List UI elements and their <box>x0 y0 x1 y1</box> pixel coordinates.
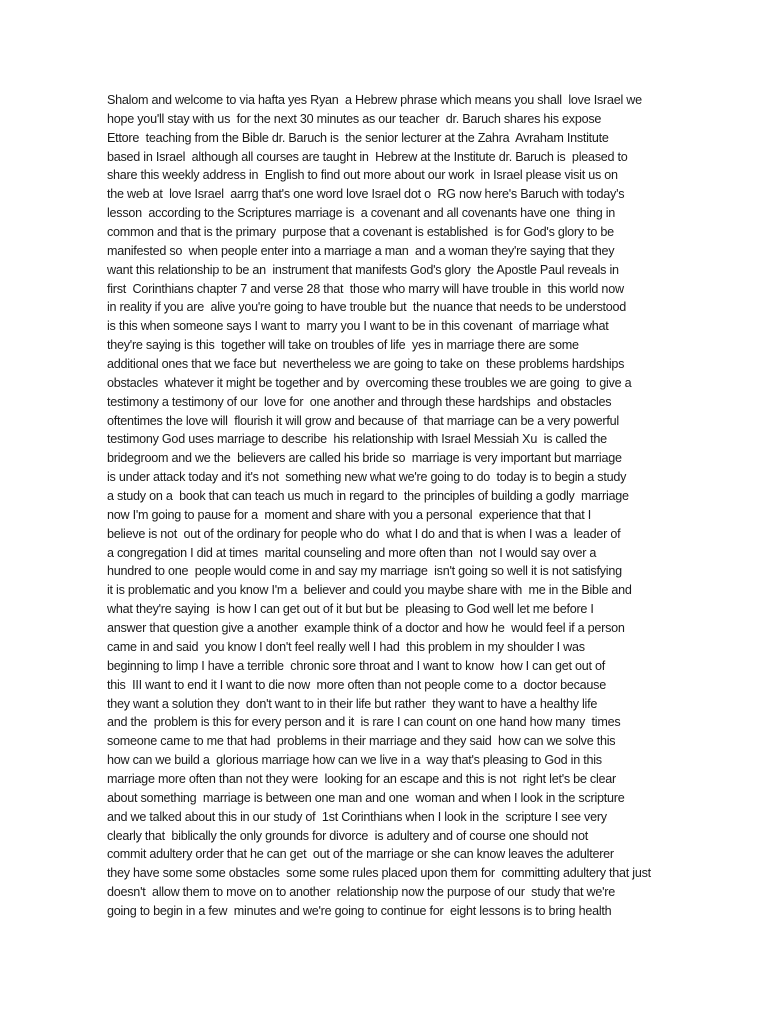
text-line: about something marriage is between one man and one woman and when I look in the scripture <box>107 790 625 805</box>
text-line: lesson according to the Scriptures marriage is a covenant and all covenants have one thing in <box>107 206 616 221</box>
text-line: someone came to me that had problems in their marriage and they said how can we solve this <box>107 734 616 749</box>
text-line: is this when someone says I want to marry you I want to be in this covenant of marriage what <box>107 319 609 334</box>
text-line: answer that question give a another example think of a doctor and how he would feel if a person <box>107 621 625 636</box>
text-line: is under attack today and it's not something new what we're going to do today is to begin a study <box>107 470 627 485</box>
text-line: the web at love Israel aarrg that's one word love Israel dot o RG now here's Baruch with today's <box>107 187 625 202</box>
text-line: Ettore teaching from the Bible dr. Baruch is the senior lecturer at the Zahra Avraham Institute <box>107 130 609 145</box>
text-line: commit adultery order that he can get out of the marriage or she can know leaves the adulterer <box>107 847 614 862</box>
text-line: manifested so when people enter into a marriage a man and a woman they're saying that they <box>107 243 615 258</box>
text-line: going to begin in a few minutes and we're going to continue for eight lessons is to bring health <box>107 903 612 918</box>
text-line: how can we build a glorious marriage how can we live in a way that's pleasing to God in this <box>107 753 602 768</box>
text-line: and the problem is this for every person and it is rare I can count on one hand how many times <box>107 715 621 730</box>
text-line: first Corinthians chapter 7 and verse 28 that those who marry will have trouble in this world now <box>107 281 624 296</box>
text-line: Shalom and welcome to via hafta yes Ryan a Hebrew phrase which means you shall love Israel we <box>107 93 642 107</box>
text-line: it is problematic and you know I'm a believer and could you maybe share with me in the Bible and <box>107 583 632 598</box>
text-line: in reality if you are alive you're going to have trouble but the nuance that needs to be understood <box>107 300 627 315</box>
text-line: want this relationship to be an instrument that manifests God's glory the Apostle Paul reveals in <box>107 262 619 277</box>
text-line: beginning to limp I have a terrible chronic sore throat and I want to know how I can get out of <box>107 658 605 673</box>
transcript-text <box>107 91 667 921</box>
text-line: hundred to one people would come in and say my marriage isn't going so well it is not satisfying <box>107 564 622 579</box>
text-line: what they're saying is how I can get out of it but but be pleasing to God well let me before I <box>107 602 594 617</box>
text-line: common and that is the primary purpose that a covenant is established is for God's glory to be <box>107 225 614 240</box>
text-line: believe is not out of the ordinary for people who do what I do and that is when I was a leader of <box>107 526 621 541</box>
text-line: came in and said you know I don't feel really well I had this problem in my shoulder I was <box>107 639 585 654</box>
text-line: clearly that biblically the only grounds for divorce is adultery and of course one should not <box>107 828 588 843</box>
text-line: doesn't allow them to move on to another relationship now the purpose of our study that we're <box>107 885 615 900</box>
text-line: this III want to end it I want to die now more often than not people come to a doctor because <box>107 677 606 692</box>
text-line: based in Israel although all courses are taught in Hebrew at the Institute dr. Baruch is pleased to <box>107 149 628 164</box>
text-line: oftentimes the love will flourish it will grow and because of that marriage can be a very powerful <box>107 413 619 428</box>
text-line: a congregation I did at times marital counseling and more often than not I would say over a <box>107 545 597 560</box>
text-line: they're saying is this together will take on troubles of life yes in marriage there are some <box>107 338 579 353</box>
text-line: bridegroom and we the believers are called his bride so marriage is very important but marriage <box>107 451 622 466</box>
text-line: testimony God uses marriage to describe his relationship with Israel Messiah Xu is called the <box>107 432 607 447</box>
text-line: and we talked about this in our study of 1st Corinthians when I look in the scripture I see very <box>107 809 607 824</box>
text-line: hope you'll stay with us for the next 30 minutes as our teacher dr. Baruch shares his expose <box>107 111 602 126</box>
text-line: they have some some obstacles some some rules placed upon them for committing adultery that just <box>107 866 651 881</box>
text-line: a study on a book that can teach us much in regard to the principles of building a godly marriage <box>107 489 629 504</box>
text-line: obstacles whatever it might be together and by overcoming these troubles we are going to give a <box>107 375 632 390</box>
text-line: additional ones that we face but nevertheless we are going to take on these problems hardships <box>107 357 625 372</box>
text-line: marriage more often than not they were looking for an escape and this is not right let's be clear <box>107 771 616 786</box>
text-line: share this weekly address in English to find out more about our work in Israel please visit us on <box>107 168 618 183</box>
text-line: testimony a testimony of our love for one another and through these hardships and obstacles <box>107 394 612 409</box>
text-line: they want a solution they don't want to in their life but rather they want to have a healthy life <box>107 696 598 711</box>
text-line: now I'm going to pause for a moment and share with you a personal experience that that I <box>107 507 591 522</box>
